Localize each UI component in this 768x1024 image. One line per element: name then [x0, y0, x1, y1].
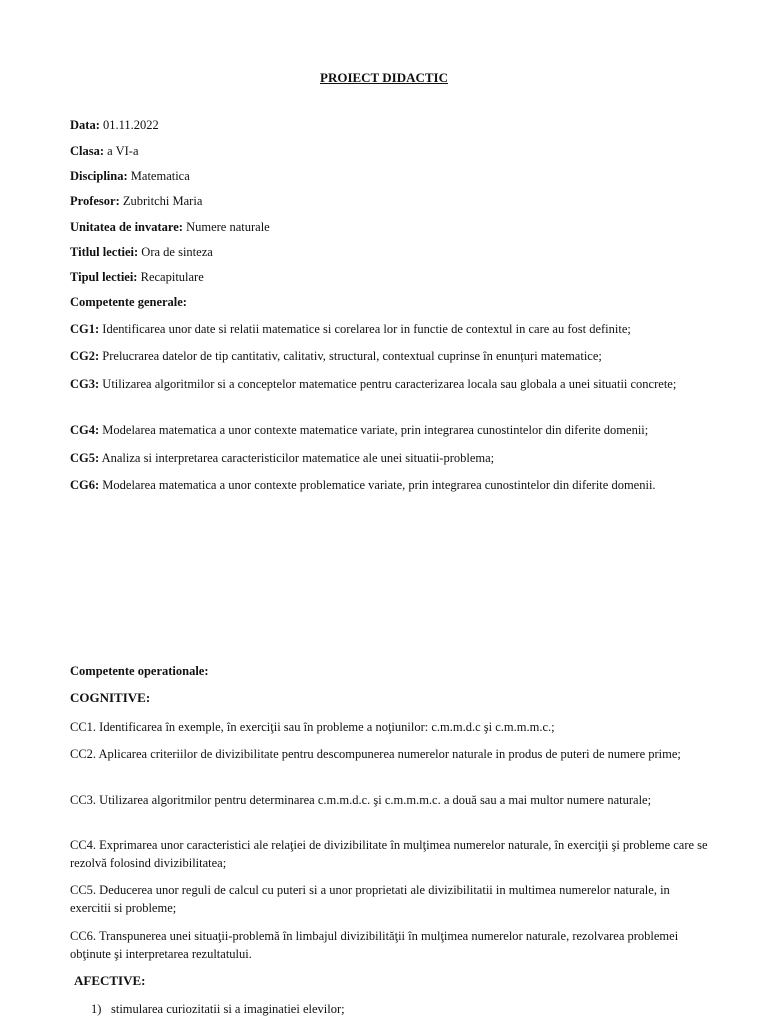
competence-cc5: CC5. Deducerea unor reguli de calcul cu puteri si a unor proprietati ale divizibilitatii in multimea numerelor naturale, in exercitii si probleme;	[70, 883, 670, 915]
field-date	[70, 118, 159, 133]
field-learning-unit	[70, 220, 270, 235]
competence-code: CG5:	[70, 451, 100, 465]
field-value: Recapitulare	[140, 270, 204, 284]
competence-cc1: CC1. Identificarea în exemple, în exerciţii sau în probleme a noţiunilor: c.m.m.d.c şi c.m.m.m.c.;	[70, 720, 555, 734]
competence-text: Modelarea matematica a unor contexte matematice variate, prin integrarea cunostintelor din diferite domenii;	[102, 423, 649, 437]
field-value: 01.11.2022	[102, 118, 159, 132]
field-label: Titlul lectiei:	[70, 245, 139, 259]
field-label: Unitatea de invatare:	[70, 220, 183, 234]
field-label: Profesor:	[70, 194, 120, 208]
competence-cg3	[70, 375, 710, 393]
competence-cc2: CC2. Aplicarea criteriilor de divizibilitate pentru descompunerea numerelor naturale in produs de puteri de numere prime;	[70, 747, 681, 761]
competence-text: Identificarea unor date si relatii matematice si corelarea lor in functie de contextul in care au fost definite;	[102, 322, 631, 336]
competence-cg5	[70, 449, 710, 467]
field-lesson-type	[70, 270, 204, 285]
field-label: Clasa:	[70, 144, 105, 158]
competence-cg2	[70, 347, 710, 365]
field-value: Numere naturale	[186, 220, 270, 234]
competence-code: CG6:	[70, 478, 100, 492]
competence-text: Modelarea matematica a unor contexte problematice variate, prin integrarea cunostintelor din diferite domenii.	[102, 478, 656, 492]
field-value: Ora de sinteza	[141, 245, 213, 259]
competence-cc4: CC4. Exprimarea unor caracteristici ale relaţiei de divizibilitate în mulţimea numerelor naturale, în exerciţii şi probleme care se rezolvă folosind divizibilitatea;	[70, 838, 708, 870]
operational-competences-heading: Competente operationale:	[70, 664, 209, 678]
document-title: PROIECT DIDACTIC	[320, 70, 448, 85]
competence-code: CG1:	[70, 322, 100, 336]
field-discipline	[70, 169, 190, 184]
competence-code: CG2:	[70, 349, 100, 363]
competence-code: CG4:	[70, 423, 100, 437]
affective-item-number: 1)	[91, 1002, 102, 1016]
affective-item	[91, 1002, 345, 1017]
competence-code: CG3:	[70, 377, 100, 391]
competence-cc6: CC6. Transpunerea unei situaţii-problemă în limbajul divizibilităţii în mulţimea numerelor naturale, rezolvarea problemei obţinute şi interpretarea rezultatului.	[70, 929, 679, 961]
competence-cc3: CC3. Utilizarea algoritmilor pentru determinarea c.m.m.d.c. şi c.m.m.m.c. a două sau a mai multor numere naturale;	[70, 793, 652, 807]
field-value: Zubritchi Maria	[122, 194, 203, 208]
affective-item-text: stimularea curiozitatii si a imaginatiei elevilor;	[111, 1002, 345, 1016]
affective-heading: AFECTIVE:	[74, 973, 146, 988]
competence-cg6	[70, 476, 710, 494]
competence-text: Prelucrarea datelor de tip cantitativ, calitativ, structural, contextual cuprinse în enunțuri matematice;	[102, 349, 602, 363]
competence-text: Analiza si interpretarea caracteristicilor matematice ale unei situatii-problema;	[101, 451, 495, 465]
competence-text: Utilizarea algoritmilor si a conceptelor matematice pentru caracterizarea locala sau globala a unei situatii concrete;	[102, 377, 677, 391]
field-teacher	[70, 194, 202, 209]
competence-cg1	[70, 320, 710, 338]
field-lesson-title	[70, 245, 213, 260]
field-value: Matematica	[130, 169, 190, 183]
field-label: Data:	[70, 118, 100, 132]
field-value: a VI-a	[107, 144, 139, 158]
field-label: Tipul lectiei:	[70, 270, 138, 284]
field-class	[70, 144, 139, 159]
field-label: Disciplina:	[70, 169, 128, 183]
cognitive-heading: COGNITIVE:	[70, 690, 151, 705]
competence-cg4	[70, 421, 710, 439]
general-competences-heading: Competente generale:	[70, 295, 187, 309]
